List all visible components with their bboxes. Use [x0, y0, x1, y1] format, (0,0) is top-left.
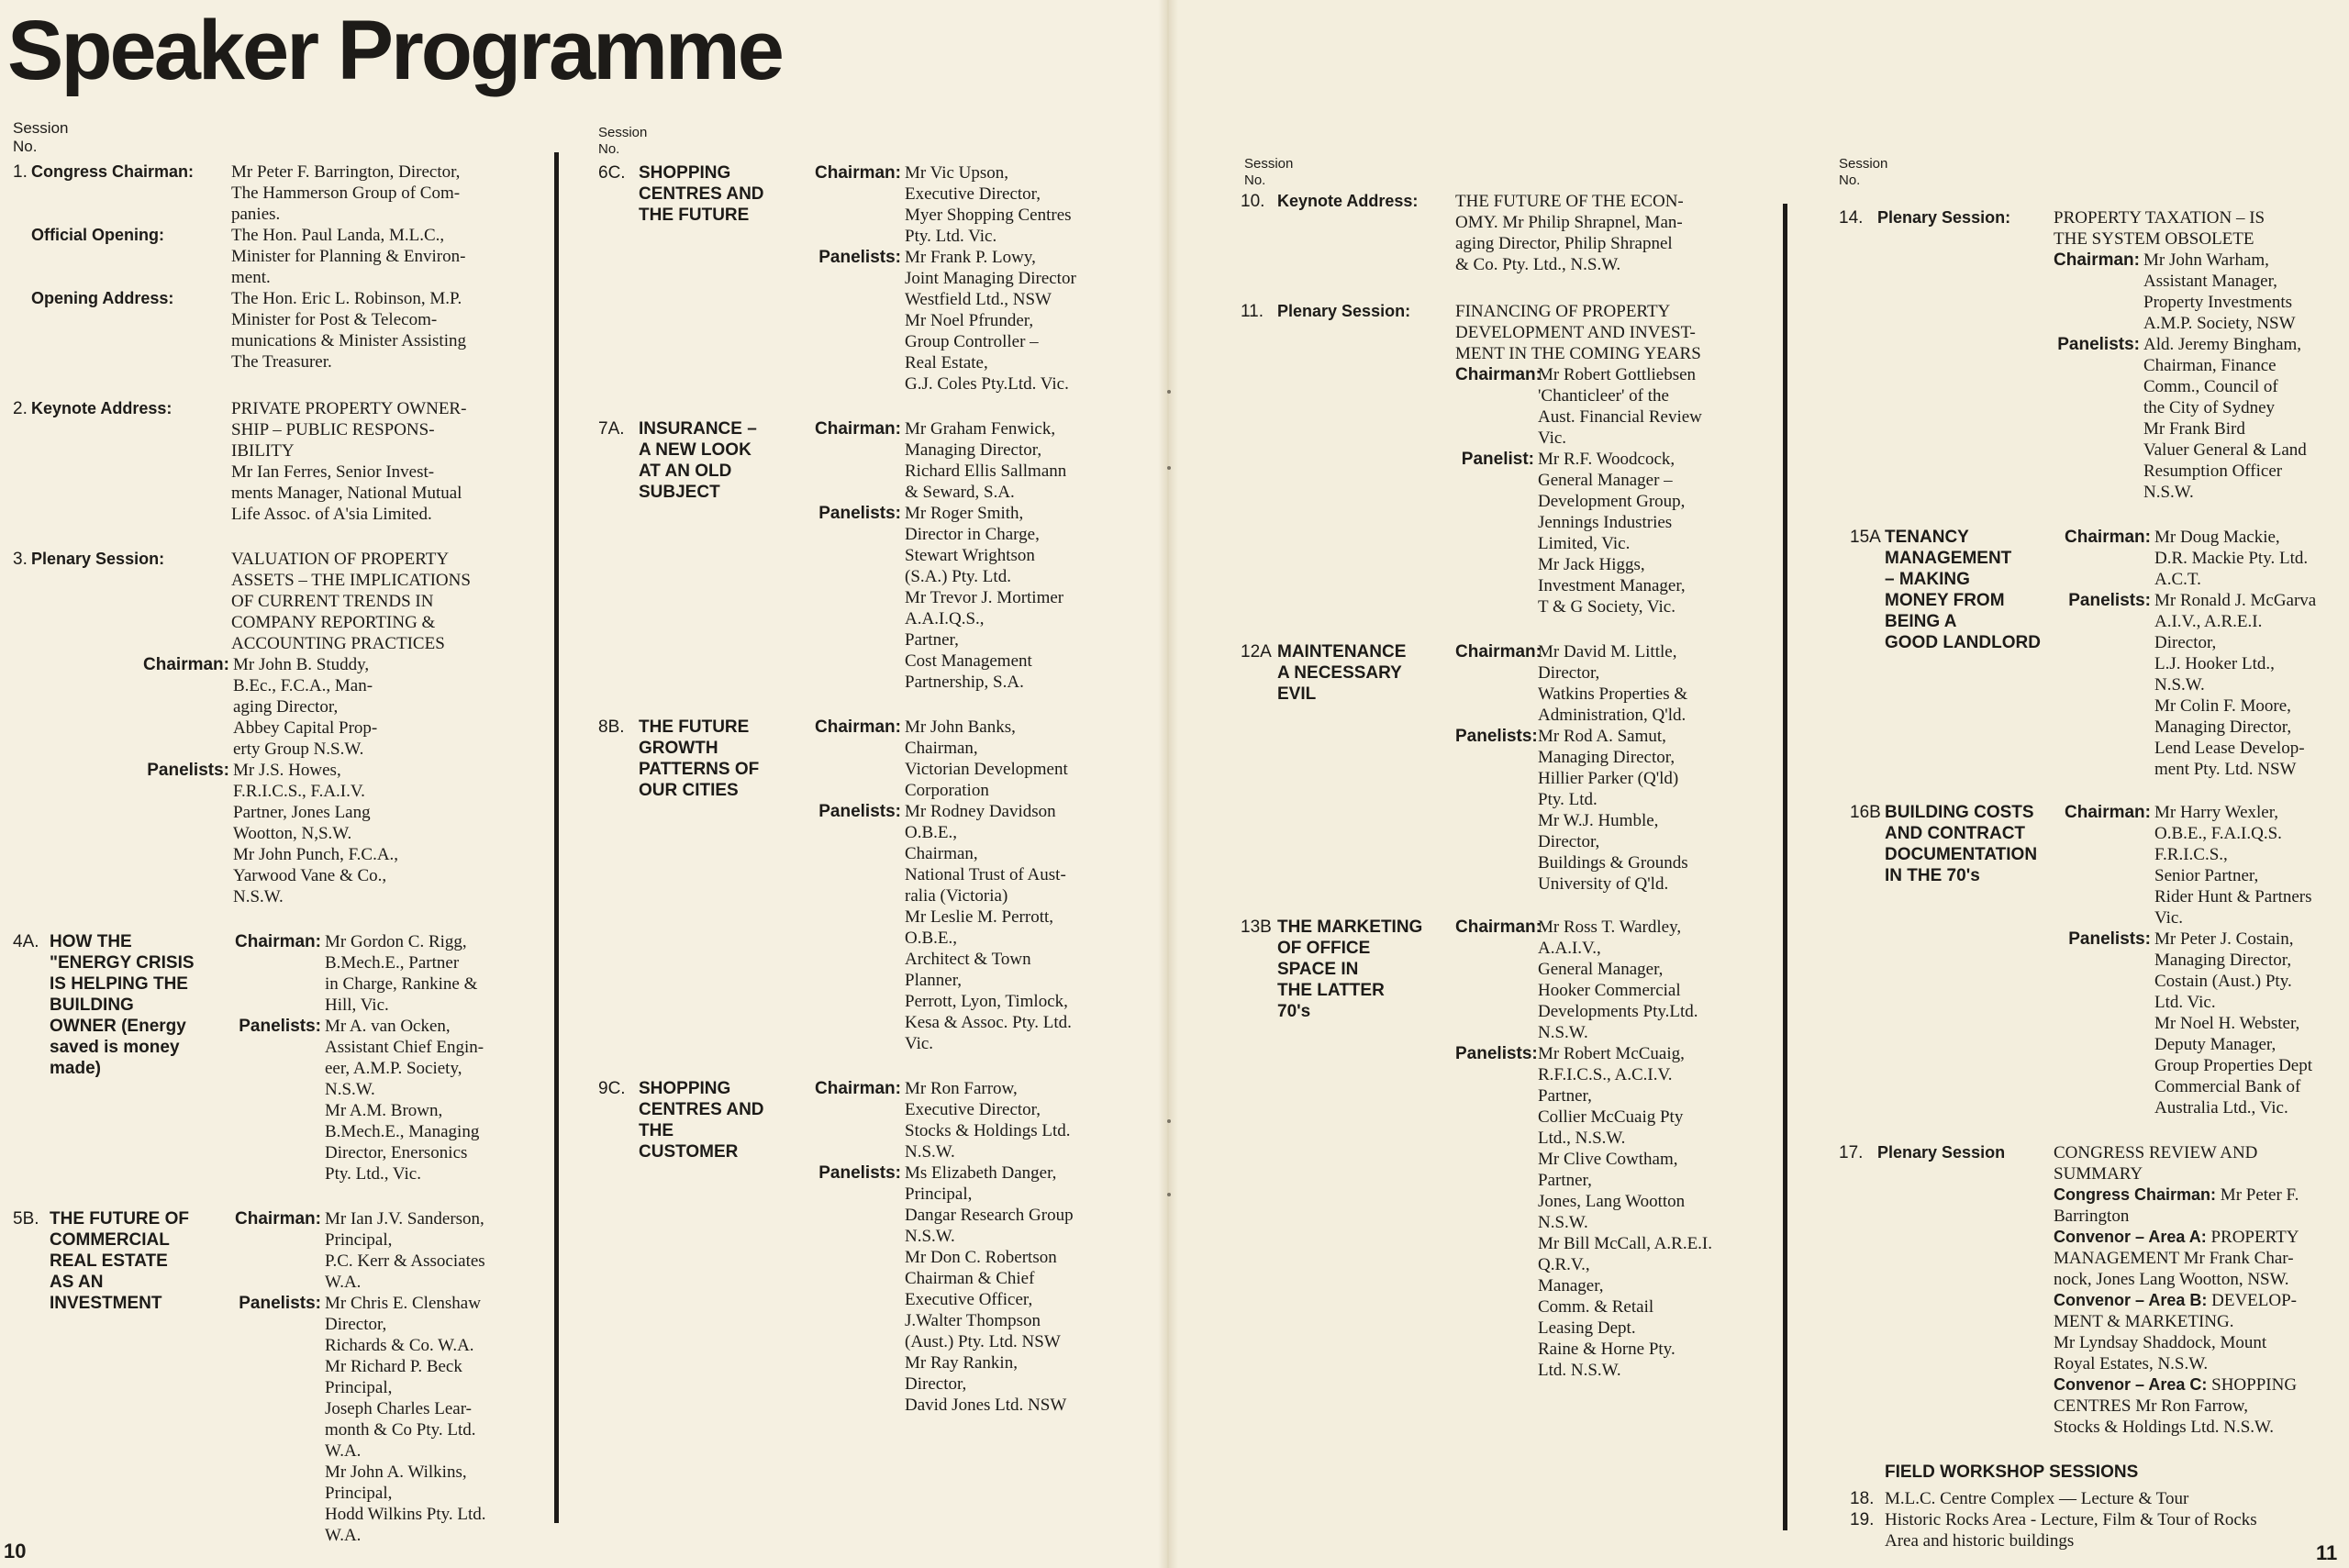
role-label: Panelists:: [818, 504, 901, 523]
session-role-value: Mr Peter F. Barrington, Director, The Hammerson Group of Com- panies.: [231, 162, 461, 224]
role-value: Mr Doug Mackie, D.R. Mackie Pty. Ltd. A.C.T.: [2154, 528, 2309, 589]
role-value: Ms Elizabeth Danger, Principal, Dangar Research Group N.S.W. Mr Don C. Robertson Chairman & Chief Executive Officer, J.Walter Thompson (Aust.) Pty. Ltd. NSW Mr Ray Rankin, Director, David Jones Ltd. NSW: [905, 1163, 1074, 1415]
role-value: Mr A. van Ocken, Assistant Chief Engin- eer, A.M.P. Society, N.S.W. Mr A.M. Brown, B.Mech.E., Managing Director, Enersonics Pty. Ltd., Vic.: [325, 1017, 484, 1184]
convenor-entry: [2054, 1227, 2343, 1290]
role-label: Chairman:: [1455, 642, 1542, 662]
role-label: Panelists:: [239, 1294, 321, 1313]
session-number: 2.: [13, 399, 28, 418]
convenor-entry: [2054, 1184, 2343, 1227]
session-entry: [1839, 207, 2343, 503]
binding-mark: [1167, 1193, 1171, 1196]
session-number: 7A.: [598, 419, 625, 439]
convenor-text: PROPERTY MANAGEMENT Mr Frank Char- nock, Jones Lang Wootton, NSW.: [2054, 1228, 2299, 1289]
role-row: [813, 801, 1112, 1054]
role-row: [813, 418, 1112, 503]
role-label: Panelist:: [1461, 450, 1534, 469]
role-row: [235, 1293, 527, 1546]
session-body: [2054, 207, 2343, 503]
role-label: Panelists:: [2057, 335, 2140, 354]
role-label: Chairman:: [235, 932, 321, 951]
session-topic: TENANCY MANAGEMENT – MAKING MONEY FROM BEING A GOOD LANDLORD: [1885, 528, 2041, 652]
role-value: Mr Rodney Davidson O.B.E., Chairman, National Trust of Aust- ralia (Victoria) Mr Leslie M. Perrott, O.B.E., Architect & Town Planner, Perrott, Lyon, Timlock, Kesa & Assoc. Pty. Ltd. Vic.: [905, 802, 1072, 1053]
role-label: Chairman:: [1455, 365, 1542, 384]
session-topic: SHOPPING CENTRES AND THE FUTURE: [639, 163, 764, 225]
session-number: 19.: [1850, 1510, 1875, 1529]
convenor-entry: [2054, 1374, 2343, 1438]
session-number: 1.: [13, 162, 28, 182]
role-label: Panelists:: [818, 248, 901, 267]
role-row: [2065, 527, 2343, 590]
session-entry: [1241, 301, 1773, 617]
role-value: Mr Roger Smith, Director in Charge, Stewart Wrightson (S.A.) Pty. Ltd. Mr Trevor J. Mortimer A.A.I.Q.S., Partner, Cost Management Partnership, S.A.: [905, 504, 1064, 692]
session-row: [13, 288, 527, 373]
session-body: [2054, 1142, 2343, 1438]
field-workshop-text: M.L.C. Centre Complex — Lecture & Tour: [1885, 1489, 2189, 1508]
session-number: [13, 288, 31, 373]
session-row: [13, 161, 527, 225]
role-label: Chairman:: [1455, 917, 1542, 937]
session-row: [1839, 802, 2343, 1118]
role-label: Chairman:: [235, 1209, 321, 1229]
role-label: Chairman:: [815, 717, 901, 737]
role-value: Mr John Banks, Chairman, Victorian Development Corporation: [905, 717, 1068, 800]
role-label: Panelists:: [818, 802, 901, 821]
binding-mark: [1167, 1119, 1171, 1123]
session-role-label: Congress Chairman:: [31, 162, 195, 181]
session-role-label: Official Opening:: [31, 226, 165, 244]
session-roles: [141, 654, 527, 907]
role-row: [813, 1162, 1112, 1416]
convenor-label: Convenor – Area C:: [2054, 1375, 2208, 1394]
role-value: Mr Rod A. Samut, Managing Director, Hillier Parker (Q'ld) Pty. Ltd. Mr W.J. Humble, Director, Buildings & Grounds University of Q'ld.: [1538, 727, 1688, 894]
session-row: [1241, 917, 1773, 1381]
session-roles: [2054, 250, 2343, 503]
session-entry: [598, 418, 1112, 693]
convenor-label: Convenor – Area B:: [2054, 1291, 2208, 1309]
field-workshop-item: [1839, 1488, 2343, 1509]
session-topic: SHOPPING CENTRES AND THE CUSTOMER: [639, 1079, 764, 1162]
session-row: [1241, 641, 1773, 895]
session-role-value: The Hon. Eric L. Robinson, M.P. Minister for Post & Telecom- munications & Minister Assisting The Treasurer.: [231, 289, 466, 372]
role-row: [2054, 250, 2343, 334]
session-row: [598, 162, 1112, 395]
role-label: Panelists:: [1455, 727, 1538, 746]
session-topic: FINANCING OF PROPERTY DEVELOPMENT AND INVEST- MENT IN THE COMING YEARS: [1455, 302, 1701, 363]
session-role-value: The Hon. Paul Landa, M.L.C., Minister for Planning & Environ- ment.: [231, 226, 466, 287]
session-entry: [13, 931, 527, 1184]
role-label: Chairman:: [815, 419, 901, 439]
session-topic: BUILDING COSTS AND CONTRACT DOCUMENTATION IN THE 70's: [1885, 803, 2038, 885]
role-value: Mr Gordon C. Rigg, B.Mech.E., Partner in Charge, Rankine & Hill, Vic.: [325, 932, 478, 1015]
left-column-2: [598, 162, 1112, 1416]
role-row: [813, 162, 1112, 247]
field-workshop-text: Historic Rocks Area - Lecture, Film & Tour of Rocks Area and historic buildings: [1885, 1510, 2257, 1551]
session-number: 4A.: [13, 932, 39, 951]
session-row: [598, 418, 1112, 693]
session-number: 14.: [1839, 208, 1864, 228]
role-row: [813, 247, 1112, 395]
role-label: Chairman:: [143, 655, 229, 674]
role-label: Chairman:: [815, 163, 901, 183]
session-row: [598, 717, 1112, 1054]
session-roles: [1455, 641, 1773, 895]
session-type: Plenary Session: [1877, 1143, 2006, 1162]
role-value: Mr Robert McCuaig, R.F.I.C.S., A.C.I.V. Partner, Collier McCuaig Pty Ltd., N.S.W. Mr Clive Cowtham, Partner, Jones, Lang Wootton N.S.W. Mr Bill McCall, A.R.E.I. Q.R.V., Manager, Comm. & Retail Leasing Dept. Raine & Horne Pty. Ltd. N.S.W.: [1538, 1044, 1712, 1380]
session-entry: [13, 398, 527, 525]
session-row: [13, 1208, 527, 1546]
session-number: 3.: [13, 550, 28, 569]
role-row: [1455, 726, 1773, 895]
session-topic: INSURANCE – A NEW LOOK AT AN OLD SUBJECT: [639, 419, 757, 502]
convenor-entry: [2054, 1290, 2343, 1374]
right-column-1: [1241, 191, 1773, 1381]
role-value: Mr R.F. Woodcock, General Manager – Development Group, Jennings Industries Limited, Vic. Mr Jack Higgs, Investment Manager, T & G Society, Vic.: [1538, 450, 1686, 617]
session-entry: [13, 549, 527, 907]
role-value: Mr John Warham, Assistant Manager, Property Investments A.M.P. Society, NSW: [2143, 250, 2296, 333]
convenor-label: Congress Chairman:: [2054, 1185, 2217, 1204]
session-row: [1839, 527, 2343, 780]
session-role-value: VALUATION OF PROPERTY ASSETS – THE IMPLICATIONS OF CURRENT TRENDS IN COMPANY REPORTING & ACCOUNTING PRACTICES: [231, 550, 471, 653]
role-row: [2065, 802, 2343, 929]
session-entry: [1839, 527, 2343, 780]
role-value: Mr J.S. Howes, F.R.I.C.S., F.A.I.V. Partner, Jones Lang Wootton, N,S.W. Mr John Punch, F.C.A., Yarwood Vane & Co., N.S.W.: [233, 761, 399, 906]
session-type: Plenary Session:: [1877, 208, 2011, 227]
convenor-label: Convenor – Area A:: [2054, 1228, 2207, 1246]
session-number: [13, 225, 31, 288]
session-role-label: Plenary Session:: [31, 550, 165, 568]
role-row: [813, 717, 1112, 801]
session-type: Plenary Session:: [1277, 302, 1411, 320]
role-label: Panelists:: [2068, 591, 2151, 610]
role-value: Mr Ian J.V. Sanderson, Principal, P.C. Kerr & Associates W.A.: [325, 1209, 485, 1292]
role-value: Mr Ron Farrow, Executive Director, Stocks & Holdings Ltd. N.S.W.: [905, 1079, 1071, 1162]
session-number: 6C.: [598, 163, 626, 183]
role-row: [813, 503, 1112, 693]
session-row: [1241, 191, 1773, 275]
field-workshop-item: [1839, 1509, 2343, 1551]
role-label: Panelists:: [239, 1017, 321, 1036]
column-divider: [554, 152, 559, 1523]
session-roles: [813, 418, 1112, 693]
role-label: Chairman:: [2054, 250, 2140, 270]
role-row: [235, 1016, 527, 1184]
session-row: [1839, 1142, 2343, 1438]
session-roles: [813, 1078, 1112, 1416]
session-row: [13, 549, 527, 654]
session-roles: [813, 162, 1112, 395]
role-value: Mr Ross T. Wardley, A.A.I.V., General Manager, Hooker Commercial Developments Pty.Ltd. N.S.W.: [1538, 917, 1698, 1042]
session-roles: [1455, 364, 1773, 617]
role-label: Panelists:: [2068, 929, 2151, 949]
role-row: [235, 931, 527, 1016]
session-entry: [598, 717, 1112, 1054]
session-role-label: Keynote Address:: [31, 399, 173, 417]
session-roles: [235, 931, 527, 1184]
page-number: 10: [4, 1540, 27, 1562]
convenor-text: DEVELOP- MENT & MARKETING. Mr Lyndsay Shaddock, Mount Royal Estates, N.S.W.: [2054, 1291, 2298, 1373]
session-role-label: Opening Address:: [31, 289, 174, 307]
session-entry: [1241, 917, 1773, 1381]
convenor-text: SHOPPING CENTRES Mr Ron Farrow, Stocks & Holdings Ltd. N.S.W.: [2054, 1375, 2298, 1437]
session-number: 13B: [1241, 917, 1272, 937]
session-topic: THE MARKETING OF OFFICE SPACE IN THE LATTER 70's: [1277, 917, 1423, 1021]
role-value: Mr Ronald J. McGarva A.I.V., A.R.E.I. Director, L.J. Hooker Ltd., N.S.W. Mr Colin F. Moore, Managing Director, Lend Lease Develop- ment Pty. Ltd. NSW: [2154, 591, 2317, 779]
page-title: Speaker Programme: [7, 4, 782, 97]
right-column-2: [1839, 207, 2343, 1551]
session-entry: [1839, 802, 2343, 1118]
role-row: [1455, 917, 1773, 1043]
session-roles: [2065, 527, 2343, 780]
role-row: [2065, 590, 2343, 780]
role-row: [1455, 364, 1773, 449]
role-row: [2065, 929, 2343, 1118]
session-row: [13, 931, 527, 1184]
role-row: [1455, 641, 1773, 726]
session-number: 11.: [1241, 302, 1264, 321]
role-value: Mr Peter J. Costain, Managing Director, Costain (Aust.) Pty. Ltd. Vic. Mr Noel H. Webster, Deputy Manager, Group Properties Dept Commercial Bank of Australia Ltd., Vic.: [2154, 929, 2313, 1118]
role-value: Mr Vic Upson, Executive Director, Myer Shopping Centres Pty. Ltd. Vic.: [905, 163, 1072, 246]
session-topic: PROPERTY TAXATION – IS THE SYSTEM OBSOLETE: [2054, 208, 2266, 249]
session-no-header: Session No.: [1244, 156, 1294, 188]
role-value: Mr Graham Fenwick, Managing Director, Richard Ellis Sallmann & Seward, S.A.: [905, 419, 1067, 502]
role-row: [141, 654, 527, 760]
role-value: Ald. Jeremy Bingham, Chairman, Finance Comm., Council of the City of Sydney Mr Frank Bird Valuer General & Land Resumption Officer N.S.W.: [2143, 335, 2307, 502]
session-no-header: Session No.: [1839, 156, 1888, 188]
session-entry: [13, 1208, 527, 1546]
session-role-value: PRIVATE PROPERTY OWNER- SHIP – PUBLIC RESPONS- IBILITY Mr Ian Ferres, Senior Invest- ments Manager, National Mutual Life Assoc. of A'sia Limited.: [231, 399, 467, 524]
session-entry: [1839, 1142, 2343, 1438]
left-column-1: [13, 161, 527, 1546]
role-row: [141, 760, 527, 907]
role-label: Chairman:: [2065, 803, 2151, 822]
role-row: [1455, 1043, 1773, 1381]
session-roles: [235, 1208, 527, 1546]
binding-mark: [1167, 390, 1171, 394]
role-value: Mr John B. Studdy, B.Ec., F.C.A., Man- aging Director, Abbey Capital Prop- erty Group N.S.W.: [233, 655, 378, 759]
role-row: [2054, 334, 2343, 503]
session-row: [598, 1078, 1112, 1416]
role-row: [1455, 449, 1773, 617]
book-gutter: [1158, 0, 1178, 1568]
session-topic: CONGRESS REVIEW AND SUMMARY: [2054, 1143, 2258, 1184]
column-divider: [1783, 204, 1787, 1530]
session-entry: [13, 161, 527, 373]
session-entry: [598, 162, 1112, 395]
session-number: 17.: [1839, 1143, 1864, 1162]
role-value: Mr Frank P. Lowy, Joint Managing Director Westfield Ltd., NSW Mr Noel Pfrunder, Group Controller – Real Estate, G.J. Coles Pty.Ltd. Vic.: [905, 248, 1076, 394]
session-number: 8B.: [598, 717, 625, 737]
role-label: Chairman:: [2065, 528, 2151, 547]
session-number: 9C.: [598, 1079, 626, 1098]
session-entry: [1241, 641, 1773, 895]
binding-mark: [1167, 466, 1171, 470]
page-number: 11: [2316, 1541, 2338, 1564]
field-workshop-section: [1839, 1462, 2343, 1483]
session-topic: THE FUTURE GROWTH PATTERNS OF OUR CITIES: [639, 717, 760, 800]
session-type: Keynote Address:: [1277, 192, 1419, 210]
session-no-header: Session No.: [13, 119, 69, 155]
session-topic: HOW THE "ENERGY CRISIS IS HELPING THE BUILDING OWNER (Energy saved is money made): [50, 932, 195, 1078]
role-value: Mr Harry Wexler, O.B.E., F.A.I.Q.S. F.R.I.C.S., Senior Partner, Rider Hunt & Partners Vic.: [2154, 803, 2312, 928]
session-row: [1241, 301, 1773, 364]
role-value: Mr David M. Little, Director, Watkins Properties & Administration, Q'ld.: [1538, 642, 1688, 725]
role-label: Chairman:: [815, 1079, 901, 1098]
session-roles: [813, 717, 1112, 1054]
convenor-text: Mr Peter F. Barrington: [2054, 1185, 2299, 1226]
role-row: [235, 1208, 527, 1293]
session-number: 18.: [1850, 1489, 1875, 1508]
session-entry: [1241, 191, 1773, 275]
role-value: Mr Chris E. Clenshaw Director, Richards & Co. W.A. Mr Richard P. Beck Principal, Joseph Charles Lear- month & Co Pty. Ltd. W.A. Mr John A. Wilkins, Principal, Hodd Wilkins Pty. Ltd. W.A.: [325, 1294, 486, 1545]
session-roles: [1455, 917, 1773, 1381]
session-roles: [2065, 802, 2343, 1118]
session-topic: THE FUTURE OF COMMERCIAL REAL ESTATE AS AN INVESTMENT: [50, 1209, 189, 1313]
session-row: [13, 398, 527, 525]
role-row: [813, 1078, 1112, 1162]
field-workshop-heading: FIELD WORKSHOP SESSIONS: [1885, 1462, 2139, 1482]
session-number: 5B.: [13, 1209, 39, 1229]
session-number: 12A: [1241, 642, 1272, 662]
session-row: [1839, 207, 2343, 503]
session-number: 10.: [1241, 192, 1265, 211]
session-row: [13, 225, 527, 288]
role-label: Panelists:: [1455, 1044, 1538, 1063]
session-topic: THE FUTURE OF THE ECON- OMY. Mr Philip Shrapnel, Man- aging Director, Philip Shrapnel & Co. Pty. Ltd., N.S.W.: [1455, 192, 1684, 274]
session-number: 15A: [1850, 528, 1881, 547]
role-value: Mr Robert Gottliebsen 'Chanticleer' of the Aust. Financial Review Vic.: [1538, 365, 1702, 448]
session-topic: MAINTENANCE A NECESSARY EVIL: [1277, 642, 1407, 704]
session-number: 16B: [1850, 803, 1881, 822]
role-label: Panelists:: [818, 1163, 901, 1183]
session-entry: [598, 1078, 1112, 1416]
session-no-header: Session No.: [598, 125, 648, 157]
role-label: Panelists:: [147, 761, 229, 780]
